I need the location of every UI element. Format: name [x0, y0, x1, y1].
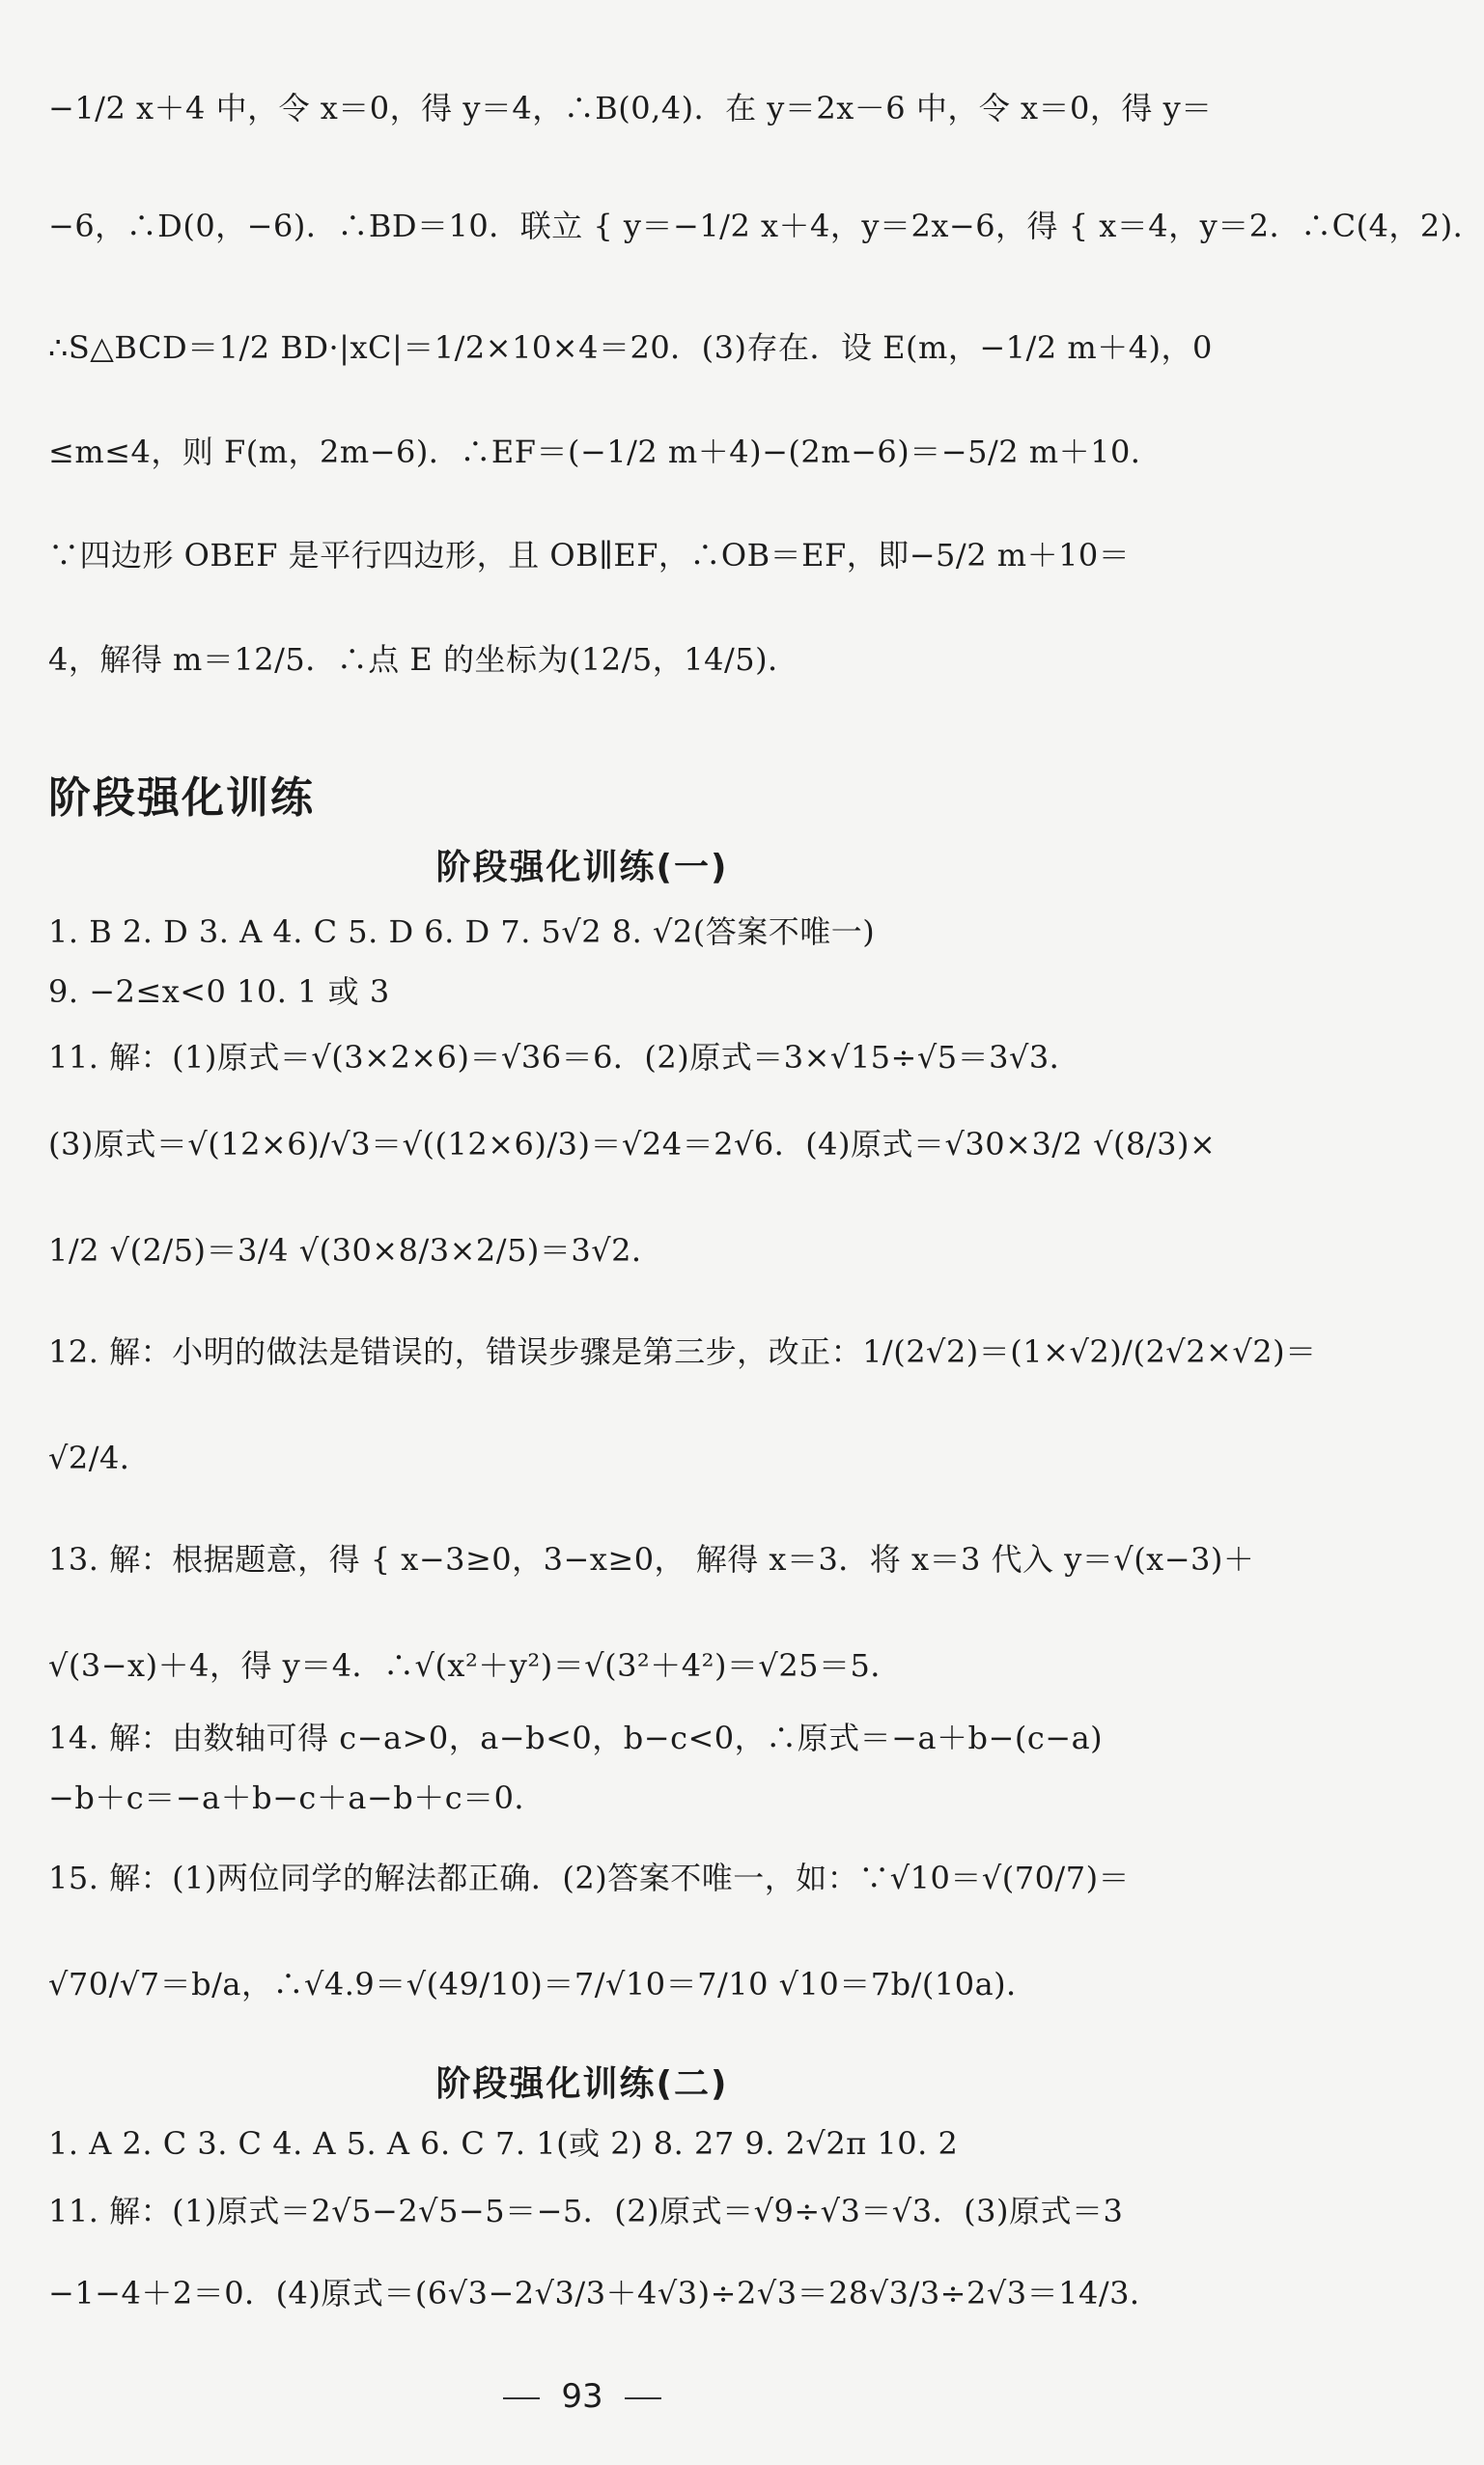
solution-line-5: ∵四边形 OBEF 是平行四边形，且 OB∥EF，∴OB＝EF，即−5/2 m＋10＝: [48, 537, 1131, 574]
part1-line-1: 1. B 2. D 3. A 4. C 5. D 6. D 7. 5√2 8. √2(答案不唯一): [48, 913, 876, 950]
solution-line-2: −6，∴D(0，−6)．∴BD＝10．联立 { y＝−1/2 x＋4，y＝2x−6，得 { x＝4，y＝2．∴C(4，2)．: [48, 208, 1484, 244]
solution-line-1: −1/2 x＋4 中，令 x＝0，得 y＝4，∴B(0,4)．在 y＝2x－6 中，令 x＝0，得 y＝: [48, 90, 1213, 126]
part1-title: 阶段强化训练(一): [435, 848, 729, 887]
part1-line-12: 15. 解：(1)两位同学的解法都正确．(2)答案不唯一，如：∵√10＝√(70/7)＝: [48, 1860, 1131, 1896]
part1-line-6: 12. 解：小明的做法是错误的，错误步骤是第三步，改正：1/(2√2)＝(1×√2)/(2√2×√2)＝: [48, 1333, 1317, 1370]
part2-title: 阶段强化训练(二): [435, 2064, 729, 2104]
part1-line-10: 14. 解：由数轴可得 c−a>0，a−b<0，b−c<0，∴原式＝−a＋b−(c−a): [48, 1720, 1104, 1756]
footer-dash-left: [503, 2397, 540, 2399]
part1-line-2: 9. −2≤x<0 10. 1 或 3: [48, 973, 390, 1010]
part1-line-4: (3)原式＝√(12×6)/√3＝√((12×6)/3)＝√24＝2√6．(4)原式＝√30×3/2 √(8/3)×: [48, 1126, 1217, 1162]
section-title: 阶段强化训练: [48, 773, 315, 823]
part1-line-11: −b＋c＝−a＋b−c＋a−b＋c＝0．: [48, 1779, 546, 1816]
part1-line-8: 13. 解：根据题意，得 { x−3≥0，3−x≥0， 解得 x＝3．将 x＝3 代入 y＝√(x−3)＋: [48, 1541, 1255, 1578]
part1-line-7: √2/4．: [48, 1440, 152, 1476]
page-number: 93: [561, 2377, 603, 2416]
part2-line-1: 1. A 2. C 3. C 4. A 5. A 6. C 7. 1(或 2) 8. 27 9. 2√2π 10. 2: [48, 2125, 959, 2162]
part1-line-13: √70/√7＝b/a，∴√4.9＝√(49/10)＝7/√10＝7/10 √10＝7b/(10a)．: [48, 1966, 1038, 2003]
part1-line-3: 11. 解：(1)原式＝√(3×2×6)＝√36＝6．(2)原式＝3×√15÷√5＝3√3．: [48, 1039, 1081, 1076]
solution-line-4: ≤m≤4，则 F(m，2m−6)．∴EF＝(−1/2 m＋4)−(2m−6)＝−5/2 m＋10．: [48, 434, 1162, 470]
part2-line-3: −1−4＋2＝0．(4)原式＝(6√3−2√3/3＋4√3)÷2√3＝28√3/3÷2√3＝14/3．: [48, 2275, 1162, 2311]
part1-line-5: 1/2 √(2/5)＝3/4 √(30×8/3×2/5)＝3√2．: [48, 1232, 663, 1269]
part1-line-9: √(3−x)＋4，得 y＝4．∴√(x²＋y²)＝√(3²＋4²)＝√25＝5．: [48, 1647, 902, 1684]
solution-line-6: 4，解得 m＝12/5．∴点 E 的坐标为(12/5，14/5)．: [48, 641, 799, 678]
page-number-footer: [0, 2377, 1164, 2416]
part2-line-2: 11. 解：(1)原式＝2√5−2√5−5＝−5．(2)原式＝√9÷√3＝√3．(3)原式＝3: [48, 2193, 1124, 2229]
solution-line-3: ∴S△BCD＝1/2 BD·|xC|＝1/2×10×4＝20．(3)存在．设 E(m，−1/2 m＋4)，0: [48, 329, 1213, 366]
footer-dash-right: [625, 2397, 661, 2399]
